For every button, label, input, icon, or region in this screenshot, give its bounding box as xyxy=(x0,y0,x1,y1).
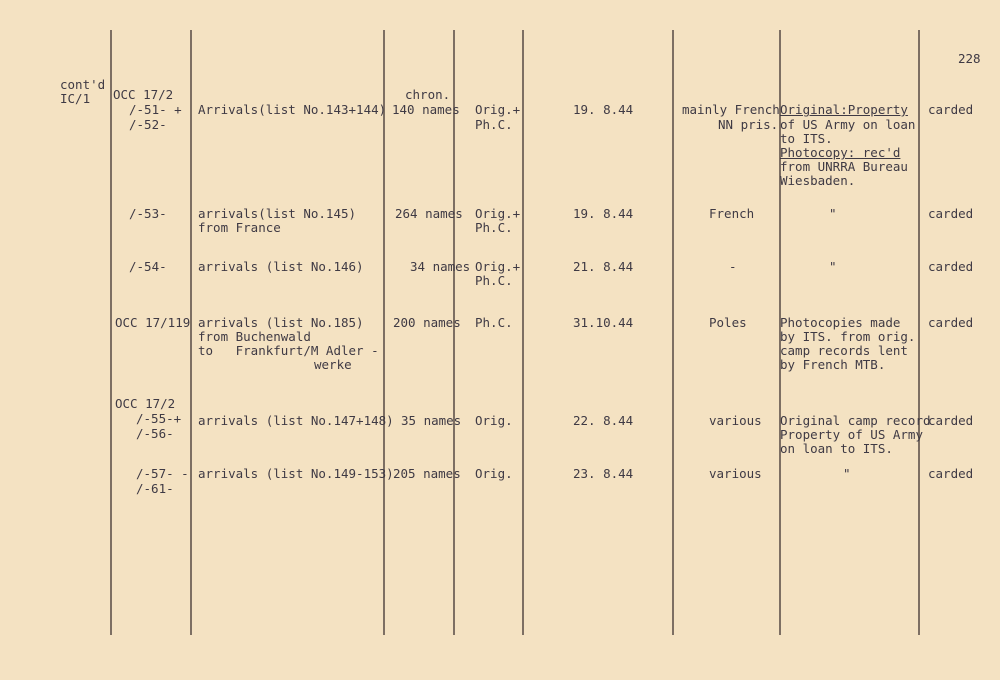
date: 22. 8.44 xyxy=(573,413,634,428)
document-type: Orig. xyxy=(475,466,513,481)
nationality: NN pris. xyxy=(718,117,779,132)
remarks: to ITS. xyxy=(780,131,833,146)
remarks: Photocopies made xyxy=(780,315,901,330)
nationality: various xyxy=(709,413,762,428)
ref-number: /-53- xyxy=(129,206,167,221)
section-code: IC/1 xyxy=(60,91,91,106)
quantity: 200 names xyxy=(393,315,461,330)
nationality: French xyxy=(709,206,755,221)
description: arrivals(list No.145) xyxy=(198,206,357,221)
quantity-note: chron. xyxy=(405,87,451,102)
nationality: Poles xyxy=(709,315,747,330)
remarks: by ITS. from orig. xyxy=(780,329,916,344)
date: 31.10.44 xyxy=(573,315,634,330)
ref-number: /-54- xyxy=(129,259,167,274)
quantity: 264 names xyxy=(395,206,463,221)
status: carded xyxy=(928,206,974,221)
column-rule xyxy=(672,30,674,635)
date: 23. 8.44 xyxy=(573,466,634,481)
description: arrivals (list No.147+148) xyxy=(198,413,394,428)
remarks: " xyxy=(829,259,837,274)
date: 21. 8.44 xyxy=(573,259,634,274)
ref-code: OCC 17/2 xyxy=(113,87,174,102)
nationality: - xyxy=(729,259,737,274)
description: arrivals (list No.149-153) xyxy=(198,466,394,481)
ref-number: /-55-+ xyxy=(136,411,182,426)
ref-number: /-57- - xyxy=(136,466,189,481)
document-type: Orig.+ xyxy=(475,102,521,117)
ref-number: /-61- xyxy=(136,481,174,496)
nationality: various xyxy=(709,466,762,481)
date: 19. 8.44 xyxy=(573,102,634,117)
remarks: Property of US Army xyxy=(780,427,923,442)
status: carded xyxy=(928,466,974,481)
status: carded xyxy=(928,102,974,117)
remarks: camp records lent xyxy=(780,343,908,358)
description: arrivals (list No.146) xyxy=(198,259,364,274)
status: carded xyxy=(928,259,974,274)
document-type: Orig. xyxy=(475,413,513,428)
continuation-note: cont'd xyxy=(60,77,106,92)
remarks: on loan to ITS. xyxy=(780,441,893,456)
document-type: Orig.+ xyxy=(475,259,521,274)
remarks: of US Army on loan xyxy=(780,117,916,132)
remarks: " xyxy=(829,206,837,221)
column-rule xyxy=(918,30,920,635)
column-rule xyxy=(190,30,192,635)
document-type: Ph.C. xyxy=(475,117,513,132)
ref-code: OCC 17/2 xyxy=(115,396,176,411)
quantity: 140 names xyxy=(392,102,460,117)
column-rule xyxy=(522,30,524,635)
document-type: Ph.C. xyxy=(475,220,513,235)
remarks: Wiesbaden. xyxy=(780,173,856,188)
column-rule xyxy=(453,30,455,635)
ref-number: /-52- xyxy=(129,117,167,132)
remarks: from UNRRA Bureau xyxy=(780,159,908,174)
document-type: Orig.+ xyxy=(475,206,521,221)
remarks: " xyxy=(843,466,851,481)
description: to Frankfurt/M Adler - xyxy=(198,343,379,358)
nationality: mainly French xyxy=(682,102,780,117)
description: Arrivals(list No.143+144) xyxy=(198,102,387,117)
description: from France xyxy=(198,220,281,235)
remarks: Original:Property xyxy=(780,102,908,117)
status: carded xyxy=(928,315,974,330)
description: arrivals (list No.185) xyxy=(198,315,364,330)
quantity: 205 names xyxy=(393,466,461,481)
description: werke xyxy=(314,357,352,372)
ref-number: /-56- xyxy=(136,426,174,441)
remarks: by French MTB. xyxy=(780,357,886,372)
column-rule xyxy=(383,30,385,635)
status: carded xyxy=(928,413,974,428)
quantity: 35 names xyxy=(401,413,462,428)
page-number: 228 xyxy=(958,51,981,66)
description: from Buchenwald xyxy=(198,329,311,344)
ref-number: /-51- + xyxy=(129,102,182,117)
column-rule xyxy=(110,30,112,635)
remarks: Original camp record xyxy=(780,413,931,428)
document-type: Ph.C. xyxy=(475,315,513,330)
quantity: 34 names xyxy=(410,259,471,274)
date: 19. 8.44 xyxy=(573,206,634,221)
document-type: Ph.C. xyxy=(475,273,513,288)
ref-code: OCC 17/119 xyxy=(115,315,191,330)
remarks: Photocopy: rec'd xyxy=(780,145,901,160)
